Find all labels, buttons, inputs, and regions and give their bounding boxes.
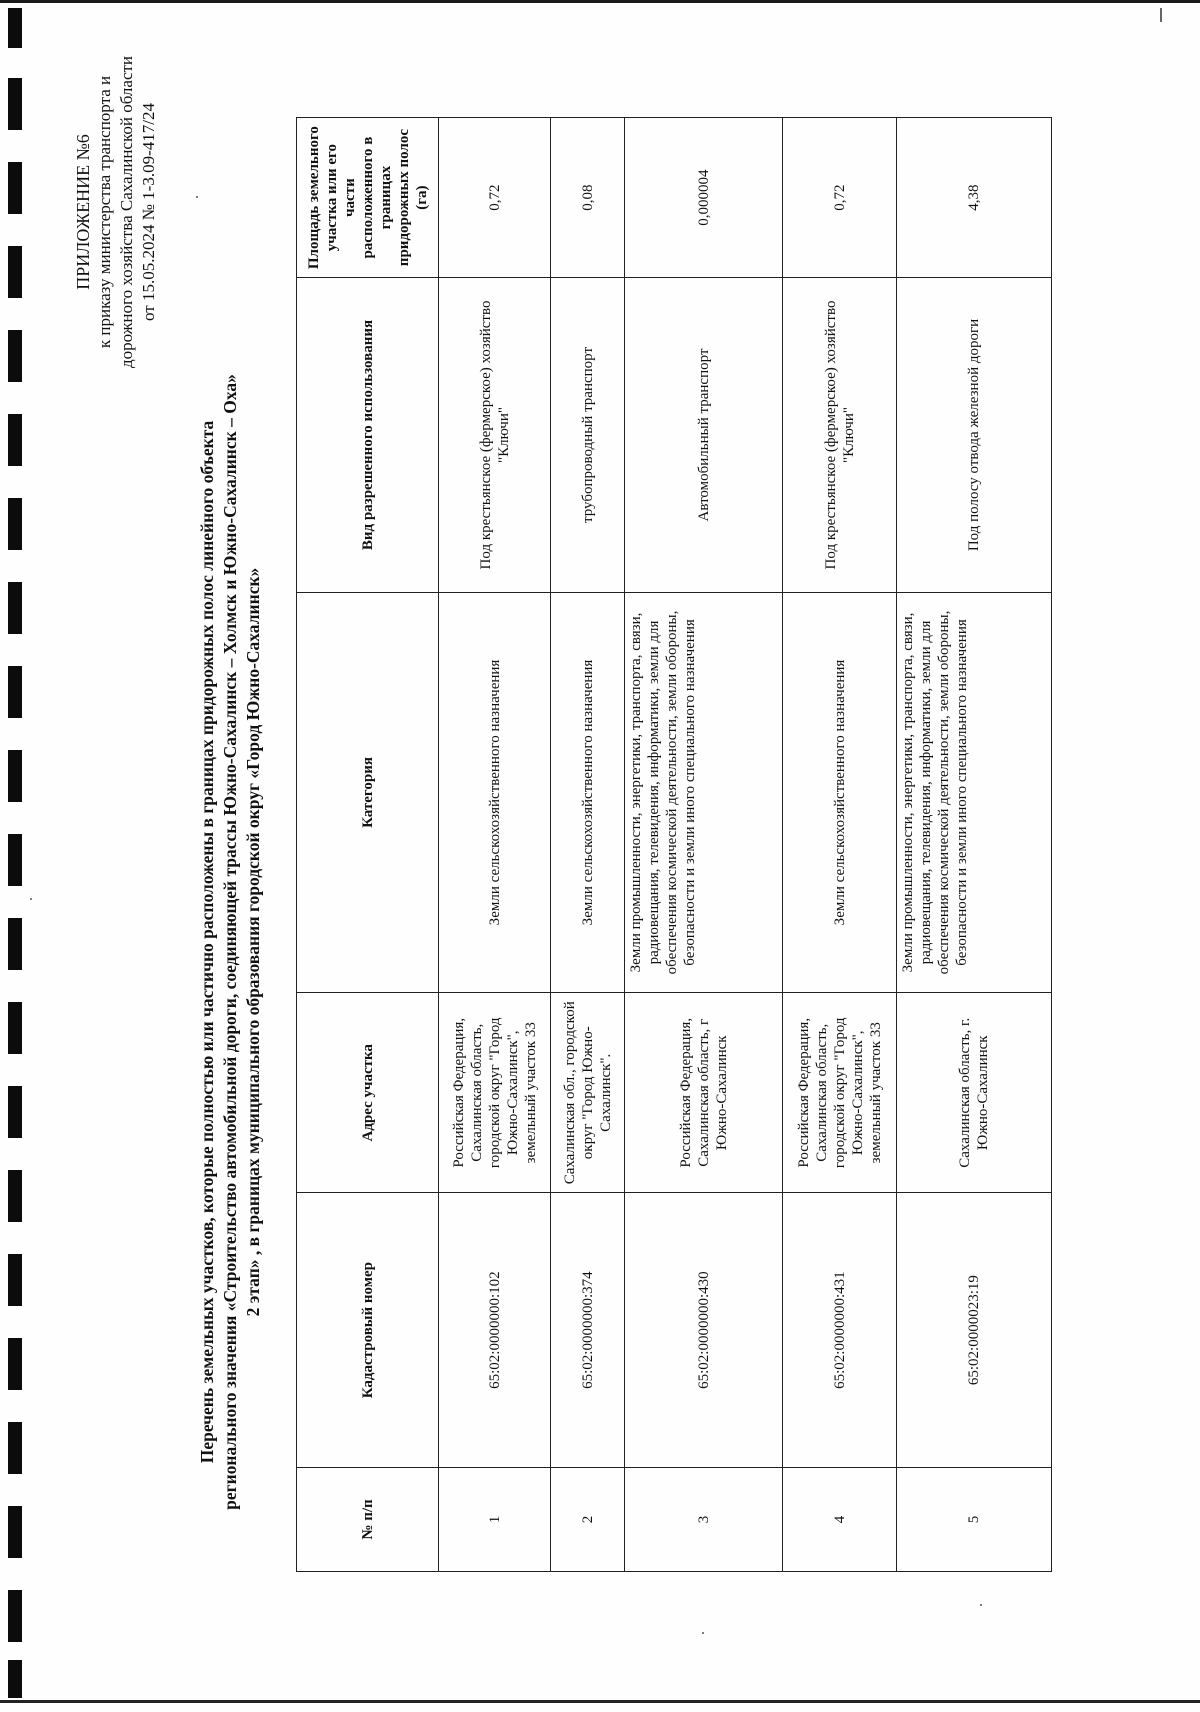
header-cadastral: Кадастровый номер (297, 1193, 439, 1468)
appendix-block (72, 12, 160, 412)
cell-num: 5 (897, 1467, 1052, 1571)
cell-num: 1 (439, 1467, 551, 1571)
cell-address: Сахалинская область, г. Южно-Сахалинск (897, 993, 1052, 1193)
cell-num: 4 (783, 1467, 897, 1571)
table-row (439, 118, 551, 1572)
table-row (897, 118, 1052, 1572)
cell-category: Земли сельскохозяйственного назначения (783, 592, 897, 992)
cell-cadastral: 65:02:0000000:374 (551, 1193, 625, 1468)
table-row (625, 118, 783, 1572)
cell-num: 3 (625, 1467, 783, 1571)
table-row (551, 118, 625, 1572)
heading-line: Перечень земельных участков, которые полностью или частично расположены в границах придорожных полос линейного объекта (197, 420, 217, 1464)
document-heading (196, 332, 265, 1552)
table-header-row (297, 118, 439, 1572)
cell-category: Земли промышленности, энергетики, транспорта, связи, радиовещания, телевидения, информатики, земли для обеспечения космической деятельности, земли обороны, безопасности и земли иного специального назначения (625, 592, 783, 992)
cell-address: Российская Федерация, Сахалинская область, городской округ "Город Южно-Сахалинск", земельный участок 33 (439, 993, 551, 1193)
cell-num: 2 (551, 1467, 625, 1571)
appendix-line: от 15.05.2024 № 1-3.09-417/24 (139, 103, 158, 321)
header-area: Площадь земельного участка или его части расположенного в границах придорожных полос (га) (297, 118, 439, 278)
cell-category: Земли сельскохозяйственного назначения (551, 592, 625, 992)
cell-cadastral: 65:02:0000023:19 (897, 1193, 1052, 1468)
appendix-line: дорожного хозяйства Сахалинской области (117, 55, 136, 369)
cell-use: Под полосу отвода железной дороги (897, 278, 1052, 593)
cell-area: 0,72 (783, 118, 897, 278)
cell-cadastral: 65:02:0000000:431 (783, 1193, 897, 1468)
cell-cadastral: 65:02:0000000:430 (625, 1193, 783, 1468)
cell-use: трубопроводный транспорт (551, 278, 625, 593)
header-category: Категория (297, 592, 439, 992)
cell-category: Земли сельскохозяйственного назначения (439, 592, 551, 992)
cell-address: Российская Федерация, Сахалинская область, городской округ "Город Южно-Сахалинск", земельный участок 33 (783, 993, 897, 1193)
cell-area: 0,08 (551, 118, 625, 278)
cell-use: Под крестьянское (фермерское) хозяйство "Ключи" (783, 278, 897, 593)
cell-address: Сахалинская обл., городской округ "Город Южно-Сахалинск". (551, 993, 625, 1193)
appendix-title: ПРИЛОЖЕНИЕ №6 (73, 134, 93, 290)
cell-area: 0,000004 (625, 118, 783, 278)
cell-address: Российская Федерация, Сахалинская область, г Южно-Сахалинск (625, 993, 783, 1193)
parcels-table (296, 117, 1052, 1572)
header-num: № п/п (297, 1467, 439, 1571)
cell-cadastral: 65:02:0000000:102 (439, 1193, 551, 1468)
cell-category: Земли промышленности, энергетики, транспорта, связи, радиовещания, телевидения, информатики, земли для обеспечения космической деятельности, земли обороны, безопасности и земли иного специального назначения (897, 592, 1052, 992)
heading-line: 2 этап» , в границах муниципального образования городской округ «Город Южно-Сахалинск» (243, 567, 263, 1317)
cell-area: 0,72 (439, 118, 551, 278)
heading-line: регионального значения «Строительство автомобильной дороги, соединяющей трассы Южно-Сахалинск – Холмск и Южно-Сахалинск – Оха» (220, 374, 240, 1510)
header-use: Вид разрешенного использования (297, 278, 439, 593)
cell-use: Под крестьянское (фермерское) хозяйство "Ключи" (439, 278, 551, 593)
header-address: Адрес участка (297, 993, 439, 1193)
table-row (783, 118, 897, 1572)
cell-area: 4,38 (897, 118, 1052, 278)
cell-use: Автомобильный транспорт (625, 278, 783, 593)
appendix-line: к приказу министерства транспорта и (95, 75, 114, 349)
